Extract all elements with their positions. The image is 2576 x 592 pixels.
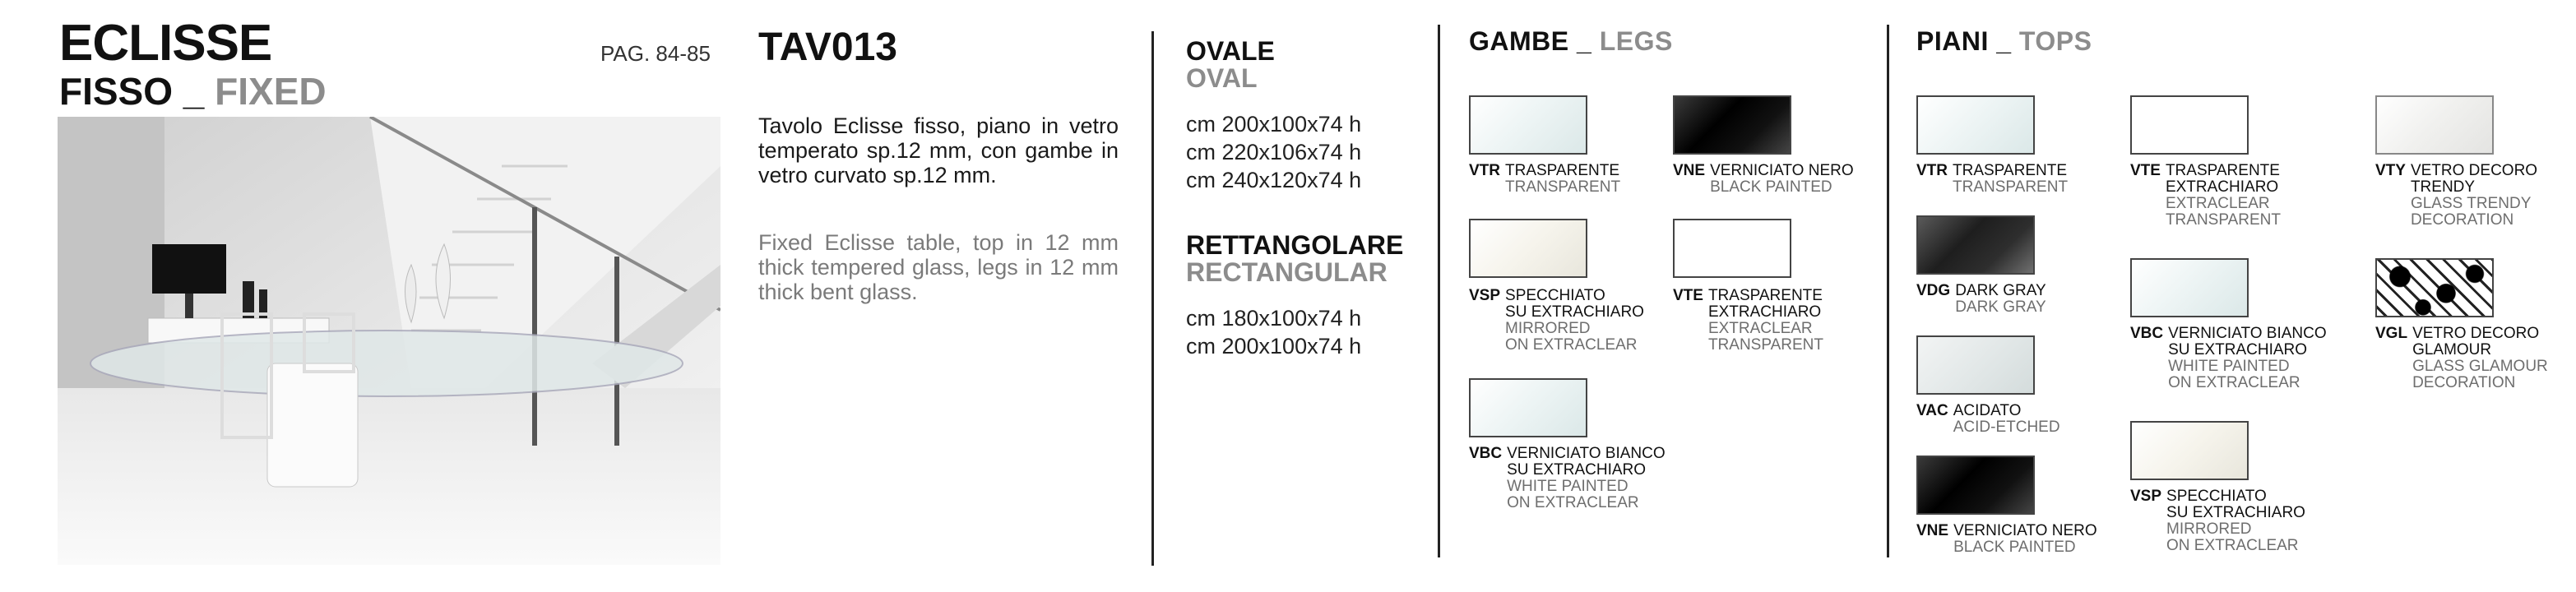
finish-name-en: EXTRACLEAR (1707, 320, 1813, 337)
finish-name-en: EXTRACLEAR (2165, 195, 2270, 212)
finish-code: VSP (2130, 488, 2162, 505)
label-tops-vne (1916, 523, 2097, 556)
finish-name-it: VERNICIATO BIANCO (1507, 445, 1666, 462)
size-item: cm 180x100x74 h (1186, 306, 1362, 331)
finish-name-en: GLASS TRENDY (2410, 195, 2532, 212)
finish-name-it: VETRO DECORO (2412, 325, 2540, 342)
swatch-legs-vbc (1469, 378, 1587, 437)
label-legs-vsp (1469, 288, 1644, 354)
finish-code: VNE (1916, 522, 1949, 539)
rect-sizes (1186, 304, 1403, 360)
subtitle-it: FISSO _ (59, 70, 205, 113)
swatch-tops-vtr (1916, 95, 2035, 155)
subtitle-en: FIXED (215, 70, 327, 113)
finish-name-it: VERNICIATO NERO (1953, 522, 2097, 539)
finish-name-it: SPECCHIATO (1505, 287, 1605, 304)
finish-name-it: EXTRACHIARO (1707, 303, 1822, 321)
finish-name-en: BLACK PAINTED (1953, 539, 2076, 556)
finish-name-it: TRASPARENTE (2165, 162, 2280, 179)
size-item: cm 200x100x74 h (1186, 334, 1362, 358)
finish-name-it: SU EXTRACHIARO (1507, 461, 1647, 479)
finish-name-it: VERNICIATO BIANCO (2168, 325, 2327, 342)
description-en: Fixed Eclisse table, top in 12 mm thick tempered glass, legs in 12 mm thick bent glass. (758, 230, 1119, 304)
finish-name-en: BLACK PAINTED (1710, 178, 1832, 196)
finish-name-it: SU EXTRACHIARO (2166, 504, 2305, 521)
finish-code: VAC (1916, 402, 1948, 419)
finish-name-en: WHITE PAINTED (2168, 358, 2290, 375)
finish-name-en: DARK GRAY (1955, 298, 2046, 316)
legs-title-it: GAMBE _ (1469, 26, 1592, 56)
divider-line (1438, 25, 1440, 557)
finish-name-it: ACIDATO (1953, 402, 2022, 419)
oval-title-en: OVAL (1186, 63, 1258, 93)
shape-oval (1186, 38, 1361, 194)
shape-rectangular (1186, 232, 1403, 360)
finish-name-en: TRANSPARENT (1707, 336, 1824, 354)
legs-section-title (1469, 26, 1673, 57)
finish-name-it: SPECCHIATO (2166, 488, 2267, 505)
finish-name-en: DECORATION (2410, 211, 2514, 229)
finish-name-it: TRENDY (2410, 178, 2476, 196)
finish-code: VGL (2375, 325, 2408, 342)
rect-title-en: RECTANGULAR (1186, 257, 1388, 287)
finish-code: VSP (1469, 287, 1501, 304)
oval-sizes (1186, 110, 1361, 194)
finish-code: VTR (1916, 162, 1948, 179)
finish-name-en: MIRRORED (2166, 520, 2252, 538)
finish-name-it: DARK GRAY (1955, 282, 2046, 299)
finish-code: VBC (2130, 325, 2164, 342)
finish-name-en: ON EXTRACLEAR (1507, 494, 1639, 511)
finish-name-en: TRANSPARENT (2165, 211, 2282, 229)
product-title: ECLISSE (59, 15, 272, 72)
label-tops-vty (2375, 163, 2537, 229)
swatch-tops-vsp (2130, 421, 2249, 480)
finish-code: VTE (1673, 287, 1703, 304)
swatch-tops-vbc (2130, 258, 2249, 317)
finish-code: VTE (2130, 162, 2161, 179)
finish-name-en: ACID-ETCHED (1953, 419, 2060, 436)
label-tops-vdg (1916, 283, 2046, 316)
swatch-tops-vty (2375, 95, 2494, 155)
finish-code: VTR (1469, 162, 1500, 179)
finish-name-it: GLAMOUR (2412, 341, 2492, 358)
divider-line (1151, 31, 1154, 566)
swatch-tops-vac (1916, 335, 2035, 395)
label-legs-vne (1673, 163, 1854, 196)
product-subtitle (59, 70, 327, 113)
finish-name-en: ON EXTRACLEAR (2168, 374, 2300, 391)
label-legs-vte (1673, 288, 1823, 354)
label-tops-vgl (2375, 326, 2548, 391)
swatch-tops-vne (1916, 456, 2035, 515)
finish-name-it: EXTRACHIARO (2165, 178, 2279, 196)
swatch-tops-vte (2130, 95, 2249, 155)
tops-section-title (1916, 26, 2092, 57)
size-item: cm 240x120x74 h (1186, 168, 1362, 192)
divider-line (1887, 25, 1889, 557)
label-tops-vte (2130, 163, 2281, 229)
finish-name-en: MIRRORED (1505, 320, 1591, 337)
finish-name-it: TRASPARENTE (1505, 162, 1620, 179)
label-legs-vbc (1469, 446, 1666, 511)
label-tops-vsp (2130, 488, 2305, 554)
label-tops-vbc (2130, 326, 2327, 391)
finish-name-en: ON EXTRACLEAR (1505, 336, 1638, 354)
finish-name-en: GLASS GLAMOUR (2412, 358, 2548, 375)
room-scene-image (58, 117, 720, 565)
finish-name-it: VERNICIATO NERO (1710, 162, 1854, 179)
label-tops-vac (1916, 403, 2060, 436)
finish-name-it: TRASPARENTE (1707, 287, 1823, 304)
swatch-tops-vdg (1916, 215, 2035, 275)
swatch-legs-vsp (1469, 219, 1587, 278)
finish-name-it: VETRO DECORO (2410, 162, 2538, 179)
swatch-legs-vtr (1469, 95, 1587, 155)
description-it: Tavolo Eclisse fisso, piano in vetro temperato sp.12 mm, con gambe in vetro curvato sp.12 mm. (758, 113, 1119, 187)
finish-name-en: WHITE PAINTED (1507, 478, 1629, 495)
size-item: cm 220x106x74 h (1186, 140, 1362, 164)
tops-title-en: TOPS (2018, 26, 2092, 56)
finish-name-en: TRANSPARENT (1505, 178, 1621, 196)
finish-name-en: ON EXTRACLEAR (2166, 537, 2299, 554)
swatch-legs-vne (1673, 95, 1791, 155)
finish-name-en: TRANSPARENT (1953, 178, 2069, 196)
finish-code: VNE (1673, 162, 1706, 179)
product-photo (58, 117, 720, 565)
legs-title-en: LEGS (1599, 26, 1673, 56)
swatch-tops-vgl (2375, 258, 2494, 317)
page-reference: PAG. 84-85 (600, 41, 711, 66)
finish-name-it: SU EXTRACHIARO (1505, 303, 1644, 321)
finish-code: VBC (1469, 445, 1503, 462)
swatch-legs-vte (1673, 219, 1791, 278)
finish-name-it: SU EXTRACHIARO (2168, 341, 2308, 358)
tops-title-it: PIANI _ (1916, 26, 2012, 56)
label-legs-vtr (1469, 163, 1620, 196)
finish-name-it: TRASPARENTE (1953, 162, 2068, 179)
finish-code: VDG (1916, 282, 1951, 299)
finish-name-en: DECORATION (2412, 374, 2516, 391)
finish-code: VTY (2375, 162, 2406, 179)
label-tops-vtr (1916, 163, 2068, 196)
product-code: TAV013 (758, 25, 897, 69)
rect-title-it: RETTANGOLARE (1186, 230, 1404, 260)
oval-title-it: OVALE (1186, 36, 1275, 66)
size-item: cm 200x100x74 h (1186, 112, 1362, 136)
